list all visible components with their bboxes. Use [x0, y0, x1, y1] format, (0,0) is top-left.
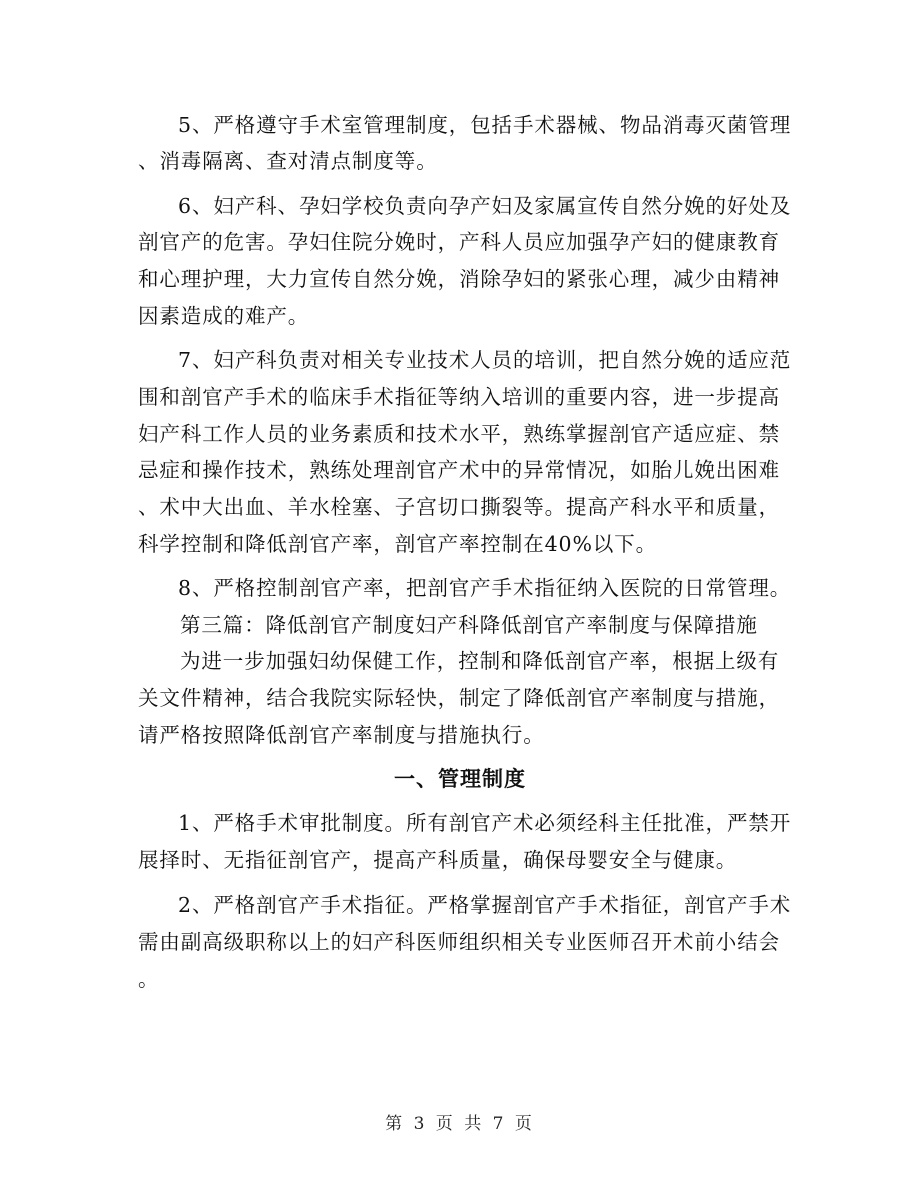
intro-line-1: 为进一步加强妇幼保健工作，控制和降低剖官产率，根据上级有 [180, 649, 780, 673]
rule-1-line-1: 1、严格手术审批制度。所有剖官产术必须经科主任批准，严禁开 [178, 811, 792, 835]
paragraph-7-line-5: 、术中大出血、羊水栓塞、子宫切口撕裂等。提高产科水平和质量， [138, 495, 780, 519]
rule-2-line-1: 2、严格剖官产手术指征。严格掌握剖官产手术指征，剖官产手术 [178, 893, 792, 917]
intro-line-2: 关文件精神，结合我院实际轻快，制定了降低剖官产率制度与措施， [138, 686, 780, 710]
rule-1-line-2: 展择时、无指征剖官产，提高产科质量，确保母婴安全与健康。 [138, 848, 738, 872]
management-heading: 一、管理制度 [394, 766, 526, 791]
paragraph-5-line-1: 5、严格遵守手术室管理制度，包括手术器械、物品消毒灭菌管理 [178, 113, 792, 137]
rule-2-line-2: 需由副高级职称以上的妇产科医师组织相关专业医师召开术前小结会 [138, 930, 780, 954]
intro-line-3: 请严格按照降低剖官产率制度与措施执行。 [138, 723, 545, 747]
paragraph-6-line-3: 和心理护理，大力宣传自然分娩，消除孕妇的紧张心理，减少由精神 [138, 267, 780, 291]
page-footer: 第 3 页 共 7 页 [385, 1114, 535, 1134]
paragraph-7-line-1: 7、妇产科负责对相关专业技术人员的培训，把自然分娩的适应范 [178, 348, 792, 372]
paragraph-5-line-2: 、消毒隔离、查对清点制度等。 [138, 149, 438, 173]
paragraph-6-line-1: 6、妇产科、孕妇学校负责向孕产妇及家属宣传自然分娩的好处及 [178, 194, 792, 218]
paragraph-7-line-6: 科学控制和降低剖官产率，剖官产率控制在40%以下。 [138, 532, 658, 556]
rule-2-line-3: 。 [138, 967, 160, 991]
paragraph-6-line-2: 剖官产的危害。孕妇住院分娩时，产科人员应加强孕产妇的健康教育 [138, 230, 780, 254]
paragraph-7-line-4: 忌症和操作技术，熟练处理剖官产术中的异常情况，如胎儿娩出困难 [138, 458, 780, 482]
section-3-title: 第三篇：降低剖官产制度妇产科降低剖官产率制度与保障措施 [180, 613, 758, 637]
paragraph-7-line-2: 围和剖官产手术的临床手术指征等纳入培训的重要内容，进一步提高 [138, 385, 780, 409]
paragraph-6-line-4: 因素造成的难产。 [138, 304, 310, 328]
paragraph-7-line-3: 妇产科工作人员的业务素质和技术水平，熟练掌握剖官产适应症、禁 [138, 422, 780, 446]
paragraph-8-line-1: 8、严格控制剖官产率，把剖官产手术指征纳入医院的日常管理。 [178, 576, 792, 600]
